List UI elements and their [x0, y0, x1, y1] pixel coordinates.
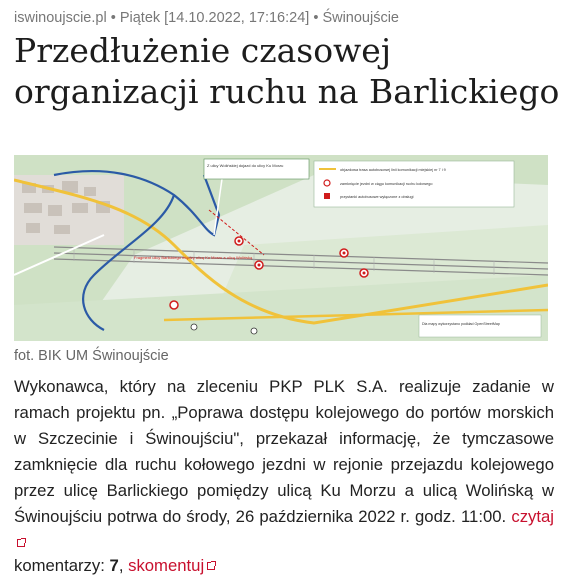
location-link[interactable]: Świnoujście	[322, 10, 400, 26]
external-link-icon	[17, 539, 25, 547]
map-credit: Dla mapy wykorzystano podkład OpenStreetMap	[422, 322, 500, 326]
article-photo-map[interactable]	[14, 155, 548, 341]
site-link[interactable]: iswinoujscie.pl	[14, 10, 107, 26]
comments-label: komentarzy:	[14, 556, 110, 575]
comments-count: 7	[109, 556, 119, 575]
article-title: Przedłużenie czasowej organizacji ruchu na Barlickiego	[14, 31, 560, 111]
photo-caption: fot. BIK UM Świnoujście	[14, 348, 169, 364]
map-legend-stops: przystanki autobusowe wyłączone z obsługi	[340, 195, 414, 199]
read-more-label: czytaj	[511, 507, 554, 526]
article-datetime: Piątek [14.10.2022, 17:16:24]	[119, 10, 310, 26]
map-callout-top: Z ulicy Wolińskiej dojazd do ulicy Ku Morzu	[207, 163, 284, 168]
meta-separator: •	[309, 10, 323, 26]
map-legend-route: objazdowa trasa autobusowej linii komunikacji miejskiej nr 7 i 9	[340, 168, 446, 172]
comments-line	[14, 556, 215, 576]
external-link-icon	[207, 562, 215, 570]
add-comment-label: skomentuj	[128, 556, 205, 575]
add-comment-link[interactable]	[128, 556, 215, 575]
lead-text: Wykonawca, który na zleceniu PKP PLK S.A. realizuje zadanie w ramach projektu pn. „Poprawa dostępu kolejowego do portów morskich w Szczecinie i Świnoujściu", przekazał informację, że tymczasowe zamknięcie dla ruchu kołowego jezdni w rejonie przejazdu kolejowego przez ulicę Barlickiego pomiędzy ulicą Ku Morzu a ulicą Wolińską w Świnoujściu potrwa do środy, 26 października 2022 r. godz. 11:00.	[14, 377, 554, 526]
map-callout-left: Fragment ulicy Barlickiego między ulicą Ku Morzu a ulicą Wolińską	[134, 255, 253, 260]
article-meta	[14, 10, 562, 26]
article-lead	[14, 374, 554, 556]
traffic-map-illustration	[14, 155, 548, 341]
meta-separator: •	[106, 10, 120, 26]
comments-separator: ,	[118, 556, 129, 575]
map-legend-closure: zamknięcie jezdni w ciągu komunikacji ruchu kołowego	[340, 182, 433, 186]
